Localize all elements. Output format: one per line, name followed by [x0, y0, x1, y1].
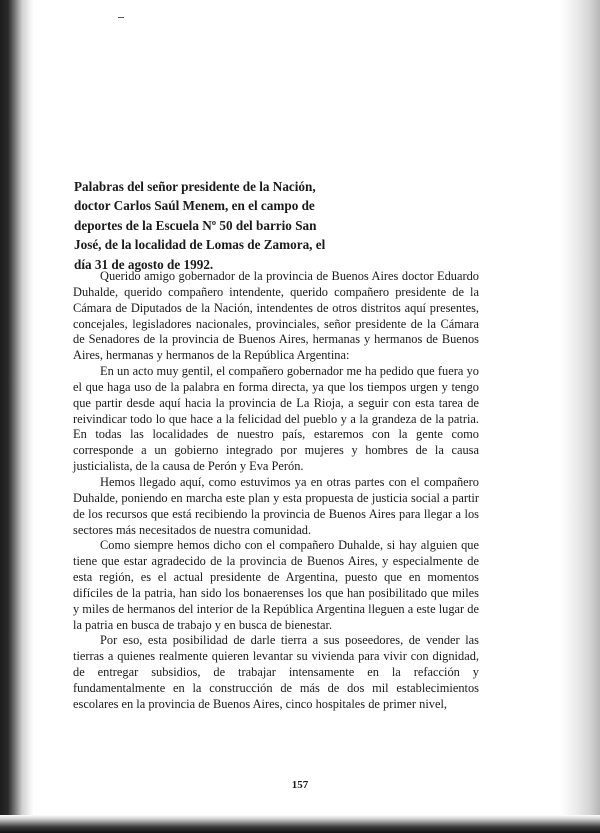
paragraph: Por eso, esta posibilidad de darle tierra a sus poseedores, de vender las tierras a quienes realmente quieren levantar su vivienda para vivir con dignidad, de entregar subsidios, de trabajar intensamente en la refacción y fundamentalmente en la construcción de más de dos mil establecimientos escolares en la provincia de Buenos Aires, cinco hospitales de primer nivel, — [73, 633, 479, 711]
paragraph: En un acto muy gentil, el compañero gobernador me ha pedido que fuera yo el que haga uso de la palabra en forma directa, ya que los tiempos urgen y tengo que partir desde aquí hacia la provincia de La Rioja, a seguir con esta tarea de reivindicar todo lo que hace a la felicidad del pueblo y a la grandeza de la patria. En todas las localidades de nuestro país, estaremos con la gente como corresponde a un gobierno integrado por mujeres y hombres de la causa justicialista, de la causa de Perón y Eva Perón. — [73, 364, 479, 474]
scan-speck — [118, 17, 124, 18]
scan-shadow-right — [560, 0, 600, 833]
speech-heading: Palabras del señor presidente de la Nación, doctor Carlos Saúl Menem, en el campo de deportes de la Escuela Nº 50 del barrio San José, de la localidad de Lomas de Zamora, el día 31 de agosto de 1992. — [74, 179, 326, 272]
speech-body — [73, 269, 479, 713]
paragraph: Hemos llegado aquí, como estuvimos ya en otras partes con el compañero Duhalde, poniendo en marcha este plan y esta propuesta de justicia social a partir de los recursos que está recibiendo la provincia de Buenos Aires para llegar a los sectores más necesitados de nuestra comunidad. — [73, 474, 479, 537]
paragraph: Como siempre hemos dicho con el compañero Duhalde, si hay alguien que tiene que estar agradecido de la provincia de Buenos Aires, y especialmente de esta región, es el actual presidente de Argentina, puesto que en momentos difíciles de la patria, han sido los bonaerenses los que han posibilitado que miles y miles de hermanos del interior de la República Argentina lleguen a este lugar de la patria en busca de trabajo y en busca de bienestar. — [73, 538, 479, 632]
scan-shadow-bottom — [0, 815, 600, 833]
paragraph: Querido amigo gobernador de la provincia de Buenos Aires doctor Eduardo Duhalde, querido compañero intendente, querido compañero presidente de la Cámara de Diputados de la Nación, intendentes de otros distritos aquí presentes, concejales, legisladores nacionales, provinciales, señor presidente de la Cámara de Senadores de la provincia de Buenos Aires, hermanas y hermanos de Buenos Aires, hermanas y hermanos de la República Argentina: — [73, 269, 479, 363]
scan-shadow-left — [0, 0, 34, 833]
page-number: 157 — [291, 779, 309, 791]
